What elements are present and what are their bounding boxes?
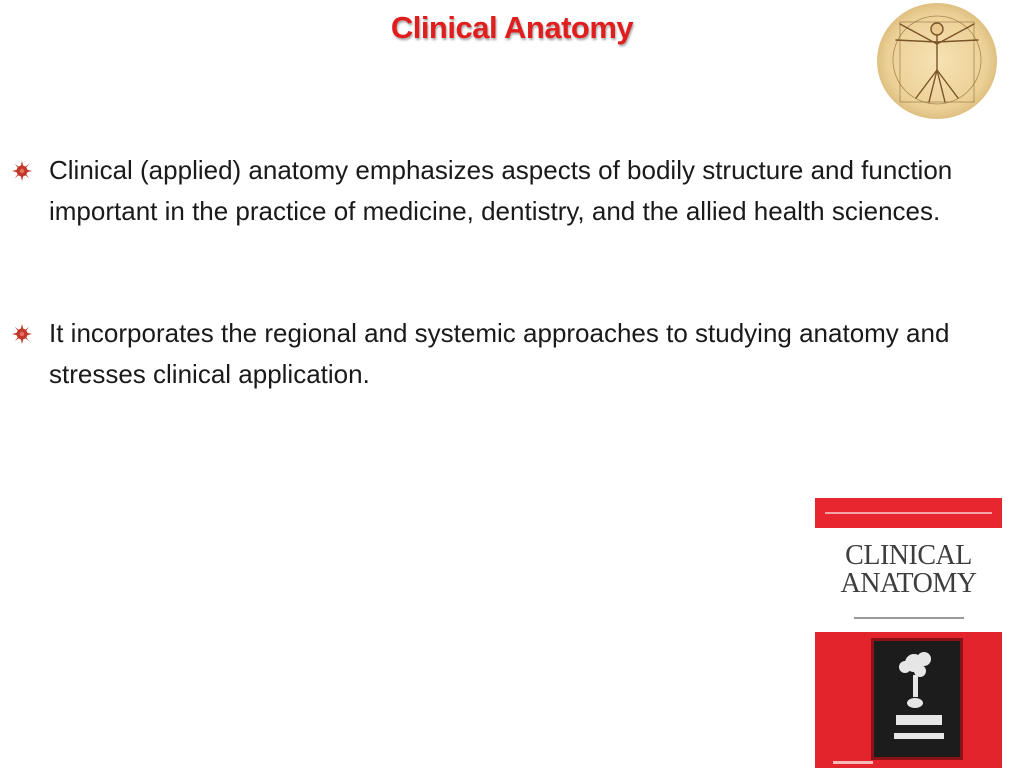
cover-footer-print: [833, 761, 873, 765]
slide-title: Clinical Anatomy: [390, 10, 634, 45]
starburst-bullet-icon: [12, 161, 32, 181]
starburst-bullet-icon: [12, 324, 32, 344]
book-cover-image: [815, 498, 1002, 768]
bullet-item: [12, 150, 1017, 232]
cover-rule: [825, 512, 992, 514]
vitruvian-man-image: [876, 2, 998, 120]
cover-title-line: CLINICAL: [845, 540, 972, 571]
cover-title-line: ANATOMY: [840, 568, 977, 599]
bullet-list: [12, 150, 1017, 395]
cover-footer: [833, 761, 873, 767]
bullet-item: [12, 313, 1017, 395]
cover-fine-print: [854, 615, 964, 621]
bullet-text: It incorporates the regional and systemic approaches to studying anatomy and stresses clinical application.: [49, 318, 950, 389]
cover-title: [815, 542, 1002, 598]
bullet-text: Clinical (applied) anatomy emphasizes aspects of bodily structure and function important in the practice of medicine, dentistry, and the allied health sciences.: [49, 155, 953, 226]
cover-artwork: [871, 638, 963, 760]
cover-volume-line: [815, 615, 1002, 623]
